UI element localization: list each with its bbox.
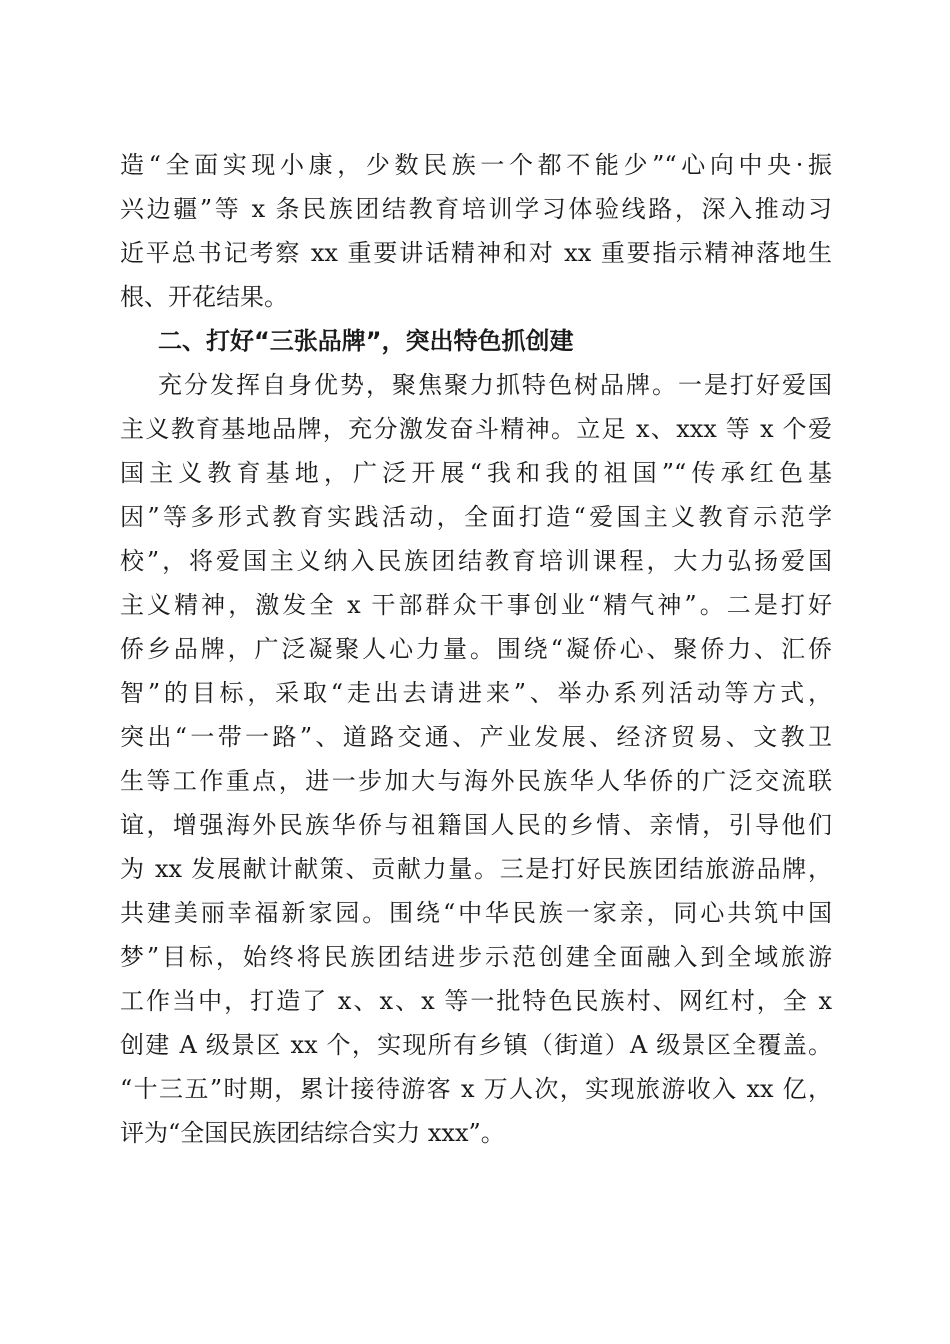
- paragraph-1: [120, 143, 832, 319]
- text-line: 梦”目标，始终将民族团结进步示范创建全面融入到全域旅游: [120, 943, 832, 971]
- document-body: [120, 143, 832, 1155]
- text-line: 充分发挥自身优势，聚焦聚力抓特色树品牌。一是打好爱国: [158, 371, 832, 399]
- text-line: “十三五”时期，累计接待游客 x 万人次，实现旅游收入 xx 亿，: [120, 1075, 832, 1103]
- text-line: 创建 A 级景区 xx 个，实现所有乡镇（街道）A 级景区全覆盖。: [120, 1031, 832, 1059]
- text-line: 因”等多形式教育实践活动，全面打造“爱国主义教育示范学: [120, 503, 832, 531]
- text-line: 根、开花结果。: [120, 283, 288, 311]
- text-line: 生等工作重点，进一步加大与海外民族华人华侨的广泛交流联: [120, 767, 832, 795]
- text-line: 近平总书记考察 xx 重要讲话精神和对 xx 重要指示精神落地生: [120, 239, 832, 267]
- text-line: 评为“全国民族团结综合实力 xxx”。: [120, 1119, 505, 1147]
- text-line: 造“全面实现小康，少数民族一个都不能少”“心向中央·振: [120, 151, 832, 179]
- paragraph-2: [120, 363, 832, 1155]
- text-line: 兴边疆”等 x 条民族团结教育培训学习体验线路，深入推动习: [120, 195, 832, 223]
- section-heading: 二、打好“三张品牌”，突出特色抓创建: [158, 327, 574, 355]
- text-line: 国主义教育基地，广泛开展“我和我的祖国”“传承红色基: [120, 459, 832, 487]
- text-line: 工作当中，打造了 x、x、x 等一批特色民族村、网红村，全 x: [120, 987, 832, 1015]
- text-line: 为 xx 发展献计献策、贡献力量。三是打好民族团结旅游品牌，: [120, 855, 832, 883]
- text-line: 共建美丽幸福新家园。围绕“中华民族一家亲，同心共筑中国: [120, 899, 832, 927]
- text-line: 谊，增强海外民族华侨与祖籍国人民的乡情、亲情，引导他们: [120, 811, 832, 839]
- text-line: 主义精神，激发全 x 干部群众干事创业“精气神”。二是打好: [120, 591, 832, 619]
- text-line: 校”，将爱国主义纳入民族团结教育培训课程，大力弘扬爱国: [120, 547, 832, 575]
- text-line: 智”的目标，采取“走出去请进来”、举办系列活动等方式，: [120, 679, 832, 707]
- text-line: 主义教育基地品牌，充分激发奋斗精神。立足 x、xxx 等 x 个爱: [120, 415, 832, 443]
- text-line: 突出“一带一路”、道路交通、产业发展、经济贸易、文教卫: [120, 723, 832, 751]
- text-line: 侨乡品牌，广泛凝聚人心力量。围绕“凝侨心、聚侨力、汇侨: [120, 635, 832, 663]
